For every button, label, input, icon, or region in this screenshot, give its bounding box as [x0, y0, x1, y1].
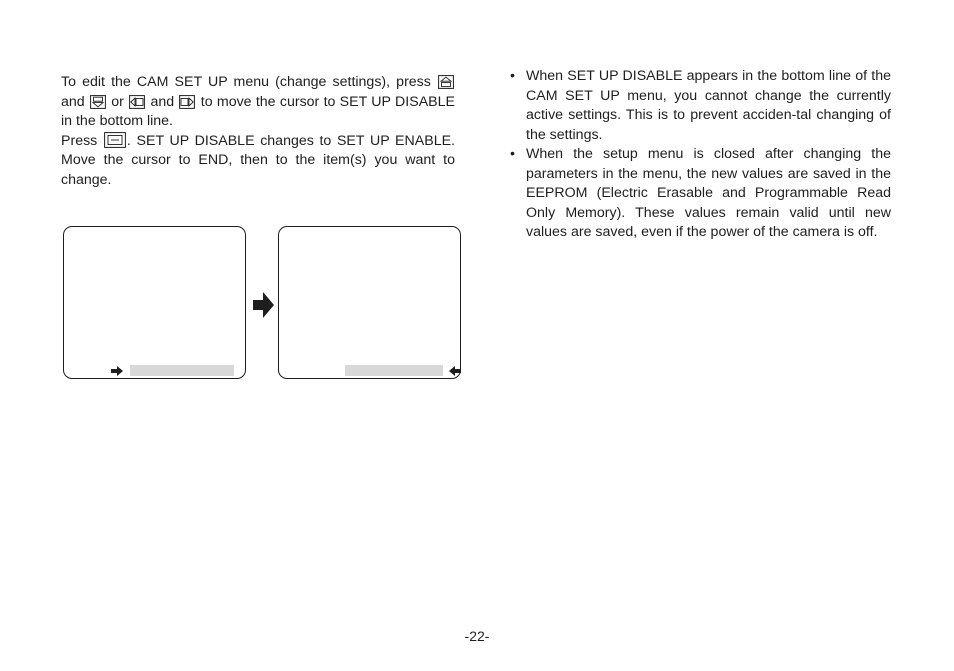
- left-button-icon: [129, 95, 145, 109]
- setup-disable-highlight: [130, 365, 234, 376]
- instructions-column: [61, 73, 455, 190]
- note-item: [510, 145, 891, 243]
- instruction-text: To edit the CAM SET UP menu (change settings), press: [61, 74, 431, 90]
- instructions-paragraph-2: [61, 132, 455, 191]
- page-number: -22-: [464, 628, 490, 644]
- notes-list: [510, 67, 891, 243]
- notes-column: [510, 67, 891, 243]
- note-text: When the setup menu is closed after changing the parameters in the menu, the new values are saved in the EEPROM (Electric Erasable and Programmable Read Only Memory). These values remain valid until new values are saved, even if the power of the camera is off.: [526, 146, 891, 240]
- menu-screen-after: [278, 226, 461, 379]
- right-button-icon: [179, 95, 195, 109]
- instruction-text: . SET UP DISABLE changes to SET UP ENABLE. Move the cursor to END, then to the item(s) you want to change.: [61, 132, 455, 188]
- instruction-text: Press: [61, 132, 98, 149]
- setup-enable-highlight: [345, 365, 443, 376]
- instruction-text: or: [111, 93, 124, 110]
- set-button-icon: [104, 132, 126, 148]
- arrow-right-icon: [111, 366, 123, 376]
- instruction-text: and: [150, 93, 175, 110]
- bullet: •: [510, 146, 515, 162]
- menu-screen-before: [63, 226, 246, 379]
- up-button-icon: [438, 75, 454, 89]
- note-text: When SET UP DISABLE appears in the bottom line of the CAM SET UP menu, you cannot change the currently active settings. This is to prevent acciden-tal changing of the settings.: [526, 68, 891, 143]
- note-item: [510, 67, 891, 145]
- bullet: •: [510, 68, 515, 84]
- instructions-paragraph-1: [61, 73, 455, 132]
- instruction-text: to move the cursor to SET UP DISABLE in the bottom line.: [61, 93, 455, 129]
- down-button-icon: [90, 95, 106, 109]
- arrow-right-icon: [253, 292, 274, 318]
- instruction-text: and: [61, 93, 85, 110]
- arrow-left-icon: [449, 366, 461, 376]
